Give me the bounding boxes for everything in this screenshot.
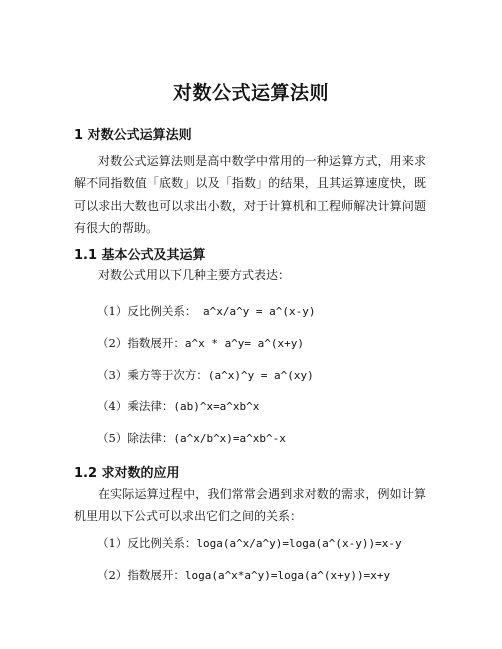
formula-item-label: （3）乘方等于次方： — [97, 368, 208, 382]
document-title: 对数公式运算法则 — [172, 82, 329, 104]
formula-item — [97, 367, 314, 383]
formula-item-label: （1）反比例关系： — [97, 304, 197, 318]
formula-item — [97, 430, 286, 446]
section-1-paragraph: 对数公式运算法则是高中数学中常用的一种运算方式，用来求解不同指数值「底数」以及「指数」的结果，且其运算速度快，既可以求出大数也可以求出小数，对于计算机和工程师解决计算问题有很大的帮助。 — [74, 154, 426, 236]
formula-item-label: （5）除法律： — [97, 431, 174, 445]
section-1-2-paragraph: 在实际运算过程中，我们常常会遇到求对数的需求，例如计算机里用以下公式可以求出它们之间的关系： — [74, 487, 426, 524]
section-heading-1-2: 1.2 求对数的应用 — [74, 466, 180, 481]
formula-item-formula: a^x/a^y = a^(x-y) — [196, 305, 316, 318]
formula-item — [97, 567, 390, 583]
formula-item — [97, 535, 402, 551]
section-heading-1-1: 1.1 基本公式及其运算 — [74, 248, 206, 263]
formula-item-label: （2）指数展开： — [97, 336, 185, 350]
formula-item-formula: (a^x/b^x)=a^xb^-x — [173, 432, 286, 445]
formula-item — [97, 335, 304, 351]
formula-item-formula: loga(a^x*a^y)=loga(a^(x+y))=x+y — [184, 569, 391, 582]
formula-item-label: （4）乘法律： — [97, 399, 174, 413]
formula-item-label: （1）反比例关系： — [97, 536, 197, 550]
formula-item — [97, 398, 259, 414]
formula-item-formula: loga(a^x/a^y)=loga(a^(x-y))=x-y — [196, 537, 402, 550]
section-heading-1: 1 对数公式运算法则 — [74, 128, 192, 143]
formula-item — [97, 303, 316, 319]
formula-item-formula: (ab)^x=a^xb^x — [173, 400, 260, 413]
formula-item-formula: a^x * a^y= a^(x+y) — [184, 337, 305, 350]
formula-item-label: （2）指数展开： — [97, 568, 185, 582]
formula-item-formula: (a^x)^y = a^(xy) — [207, 369, 314, 382]
section-1-1-intro: 对数公式用以下几种主要方式表达： — [98, 268, 291, 282]
